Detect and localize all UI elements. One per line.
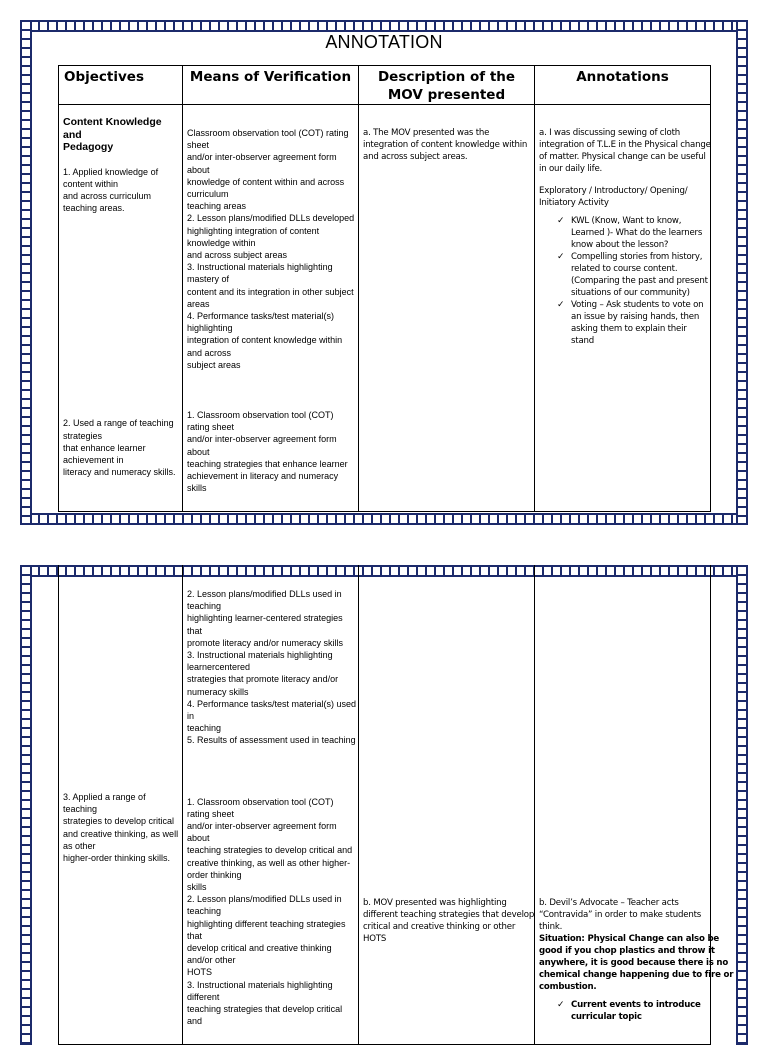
mov-line: numeracy skills [187, 686, 249, 697]
table-row [59, 105, 711, 512]
description-1-line: integration of content knowledge within [363, 140, 528, 150]
objective-2-line: strategies [63, 430, 103, 441]
annotation-3-line: good if you chop plastics and throw it [539, 946, 715, 956]
objective-3-line: as other [63, 840, 96, 851]
mov-1-line: curriculum [187, 189, 229, 200]
objective-3-line: 3. Applied a range of [63, 792, 146, 802]
header-means-of-verification: Means of Verification [183, 66, 359, 105]
objective-heading-line: Content Knowledge [63, 116, 162, 128]
header-annotations: Annotations [535, 66, 711, 105]
objective-2-line: achievement in [63, 454, 124, 465]
checklist-item-line: curricular topic [571, 1012, 642, 1022]
checklist-item-line: (Comparing the past and present [571, 276, 708, 286]
mov-2-line: and/or inter-observer agreement form [187, 434, 337, 445]
mov-1-line: mastery of [187, 274, 230, 285]
annotation-3-line: think. [539, 922, 563, 932]
checklist-item-line: know about the lesson? [571, 240, 669, 250]
objective-3-line: higher-order thinking skills. [63, 853, 171, 864]
mov-3-line: develop critical and creative thinking [187, 943, 332, 954]
annotation-3-line: “Contravida” in order to make students [539, 910, 702, 920]
mov-3-line: and/or other [187, 955, 236, 966]
checklist-item [557, 251, 707, 299]
mov-3-line: teaching strategies to develop critical and [187, 845, 353, 856]
activity-heading-line: Initiatory Activity [539, 198, 609, 208]
mov-1-line: subject areas [187, 359, 241, 370]
objective-2-line: that enhance learner [63, 442, 146, 453]
mov-1-line: knowledge of content within and across [187, 176, 345, 187]
checklist-item [557, 999, 707, 1023]
header-objectives: Objectives [59, 66, 183, 105]
activity-heading-line: Exploratory / Introductory/ Opening/ [539, 186, 688, 196]
mov-1-line: 4. Performance tasks/test material(s) [187, 311, 335, 322]
mov-1-line: sheet [187, 140, 210, 151]
objective-3-line: and creative thinking, as well [63, 828, 179, 839]
objective-1-line: 1. Applied knowledge of [63, 166, 159, 177]
mov-cell [183, 105, 359, 512]
description-3-line: critical and creative thinking or other [363, 922, 516, 932]
mov-1-line: integration of content knowledge within [187, 335, 343, 346]
description-1-line: a. The MOV presented was the [363, 128, 490, 138]
objective-3-line: strategies to develop critical [63, 816, 175, 827]
mov-3-line: creative thinking, as well as other higher- [187, 857, 351, 868]
header-description: Description of the MOV presented [359, 66, 535, 105]
checklist-item-line: Learned )- What do the learners [571, 228, 703, 238]
decorative-border-bottom [20, 513, 748, 525]
decorative-border-right [736, 20, 748, 525]
mov-1-line: and/or inter-observer agreement form [187, 152, 337, 163]
mov-3-line: 1. Classroom observation tool (COT) [187, 796, 334, 807]
mov-line: that [187, 625, 203, 636]
checklist-item-line: ✓ Compelling stories from history, [571, 252, 703, 262]
page-title: ANNOTATION [325, 32, 443, 52]
mov-line: teaching [187, 601, 222, 612]
mov-3-line: skills [187, 882, 207, 893]
mov-3-line: rating sheet [187, 808, 235, 819]
mov-3-line: that [187, 930, 203, 941]
decorative-border-right [736, 565, 748, 1045]
mov-2-line: rating sheet [187, 422, 235, 433]
activity-checklist [539, 999, 707, 1023]
activity-checklist [539, 215, 707, 347]
objective-2-line: literacy and numeracy skills. [63, 467, 176, 478]
checklist-item-line: ✓ Voting – Ask students to vote on [571, 300, 704, 310]
annotation-cell [535, 565, 734, 1045]
mov-2-line: 1. Classroom observation tool (COT) [187, 410, 334, 421]
mov-1-line: and across [187, 347, 232, 358]
objective-1-line: teaching areas. [63, 203, 125, 214]
decorative-border-left [20, 20, 32, 525]
annotation-3-line: anywhere, it is good because there is no [539, 958, 729, 968]
objectives-cell [59, 565, 183, 1045]
checklist-item-line: ✓ KWL (Know, Want to know, [571, 216, 682, 226]
annotation-line: of matter. Physical change can be useful [539, 152, 706, 162]
mov-3-line: order thinking [187, 869, 242, 880]
annotation-line: integration of T.L.E in the Physical change [539, 140, 711, 150]
mov-2-line: achievement in literacy and numeracy [187, 471, 339, 482]
annotation-3-line: chemical change happening due to fire or [539, 970, 734, 980]
mov-2-line: teaching strategies that enhance learner [187, 458, 348, 469]
checklist-item [557, 299, 707, 347]
mov-line: 2. Lesson plans/modified DLLs used in [187, 589, 342, 599]
checklist-item-line: stand [571, 336, 595, 346]
mov-line: strategies that promote literacy and/or [187, 674, 339, 685]
mov-1-line: 3. Instructional materials highlighting [187, 262, 333, 273]
mov-2-line: skills [187, 483, 207, 494]
mov-line: promote literacy and/or numeracy skills [187, 637, 344, 648]
mov-line: 5. Results of assessment used in teaching [187, 735, 356, 746]
mov-1-line: Classroom observation tool (COT) rating [187, 128, 349, 138]
document-page-1 [20, 20, 748, 525]
mov-3-line: 3. Instructional materials highlighting [187, 979, 333, 990]
mov-3-line: teaching [187, 906, 222, 917]
mov-1-line: teaching areas [187, 201, 247, 212]
mov-1-line: highlighting [187, 323, 233, 334]
annotation-cell [535, 105, 711, 512]
decorative-border-top [20, 20, 748, 32]
description-cell [359, 565, 535, 1045]
description-3-line: different teaching strategies that develop [363, 910, 535, 920]
table-row [59, 565, 711, 1045]
mov-line: 3. Instructional materials highlighting [187, 650, 333, 661]
description-3-line: HOTS [363, 934, 387, 944]
mov-line: teaching [187, 723, 222, 734]
mov-3-line: HOTS [187, 967, 213, 978]
objective-1-line: and across curriculum [63, 190, 152, 201]
decorative-border-left [20, 565, 32, 1045]
table-header-row [59, 66, 711, 105]
checklist-item-line: an issue by raising hands, then [571, 312, 700, 322]
mov-cell [183, 565, 359, 1045]
mov-3-line: and [187, 1016, 203, 1027]
mov-1-line: content and its integration in other subject [187, 286, 354, 297]
mov-3-line: 2. Lesson plans/modified DLLs used in [187, 894, 342, 905]
mov-3-line: teaching strategies that develop critical [187, 1004, 343, 1015]
document-page-2 [20, 565, 748, 1045]
description-3-line: b. MOV presented was highlighting [363, 898, 507, 908]
mov-line: highlighting learner-centered strategies [187, 613, 343, 624]
annotation-3-line: b. Devil’s Advocate – Teacher acts [539, 898, 679, 908]
annotation-line: in our daily life. [539, 164, 603, 174]
mov-1-line: and across subject areas [187, 250, 288, 261]
description-1-line: and across subject areas. [363, 152, 468, 162]
objectives-cell [59, 105, 183, 512]
objective-heading-line: and [63, 128, 82, 141]
checklist-item [557, 215, 707, 251]
objective-2-line: 2. Used a range of teaching [63, 418, 174, 429]
mov-2-line: about [187, 446, 210, 457]
checklist-item-line: situations of our community) [571, 288, 690, 298]
objective-1-line: content within [63, 178, 119, 189]
mov-3-line: highlighting different teaching strategies [187, 918, 346, 929]
mov-line: 4. Performance tasks/test material(s) used [187, 698, 357, 709]
mov-line: in [187, 711, 195, 722]
mov-line: learnercentered [187, 662, 251, 673]
mov-1-line: areas [187, 298, 210, 309]
mov-3-line: about [187, 833, 210, 844]
checklist-item-line: ✓ Current events to introduce [571, 1000, 701, 1010]
annotation-3-line: combustion. [539, 982, 597, 992]
description-cell [359, 105, 535, 512]
mov-3-line: and/or inter-observer agreement form [187, 821, 337, 832]
objective-3-line: teaching [63, 804, 98, 815]
objective-heading-line: Pedagogy [63, 141, 114, 153]
annotation-table [58, 65, 711, 512]
annotation-table-continued [58, 565, 734, 1045]
mov-3-line: different [187, 991, 220, 1002]
annotation-3-line: Situation: Physical Change can also be [539, 934, 720, 944]
mov-1-line: 2. Lesson plans/modified DLLs developed [187, 213, 355, 224]
mov-1-line: highlighting integration of content [187, 225, 320, 236]
mov-1-line: about [187, 164, 210, 175]
checklist-item-line: asking them to explain their [571, 324, 687, 334]
annotation-line: a. I was discussing sewing of cloth [539, 128, 680, 138]
checklist-item-line: related to course content. [571, 264, 678, 274]
mov-1-line: knowledge within [187, 237, 256, 248]
